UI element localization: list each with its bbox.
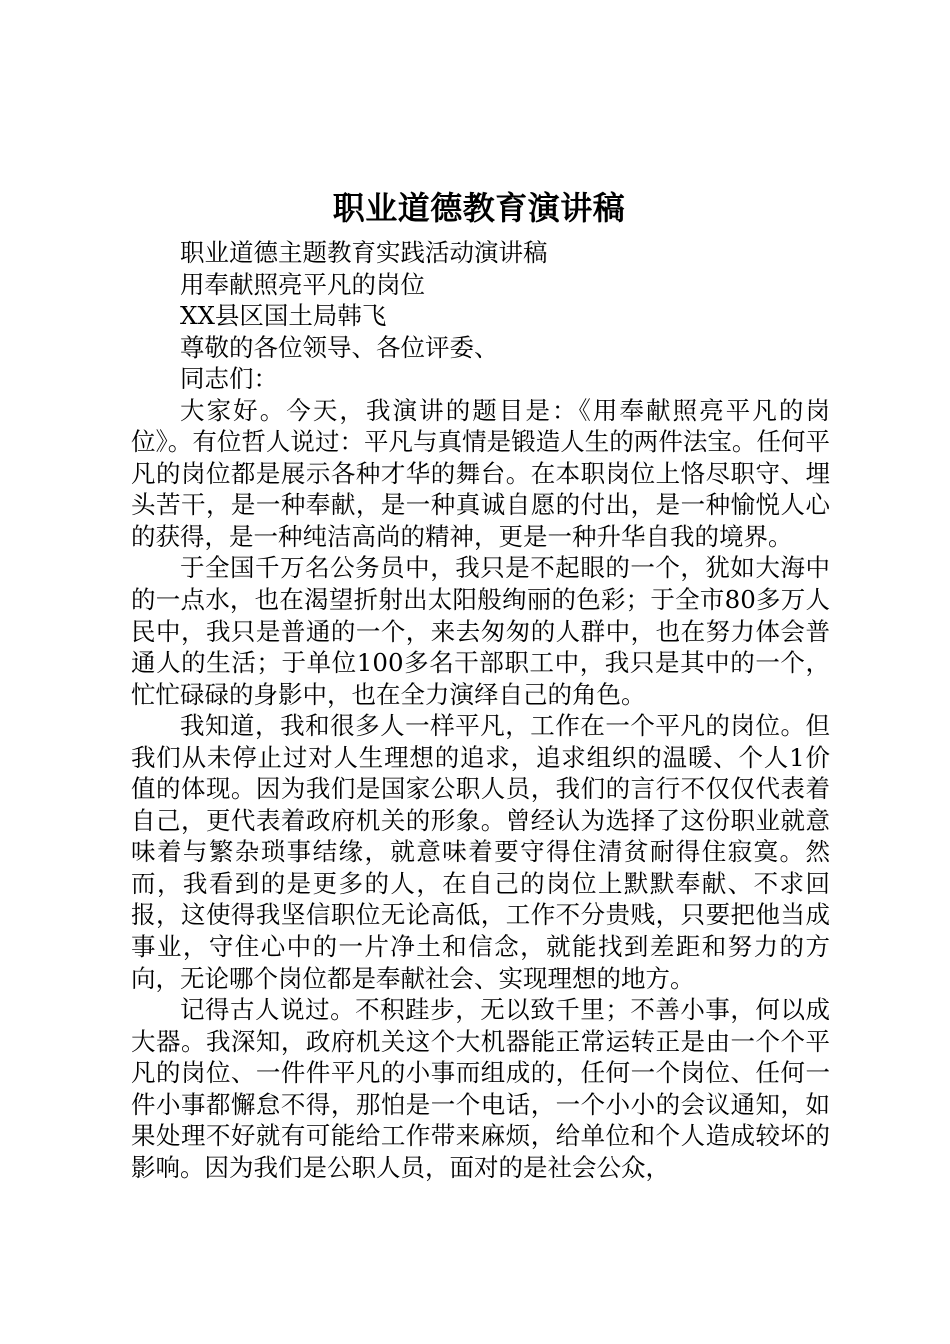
salutation-line: 尊敬的各位领导、各位评委、 [180, 332, 499, 362]
document-title: 职业道德教育演讲稿 [332, 189, 626, 227]
body-paragraph: 大家好。今天，我演讲的题目是：《用奉献照亮平凡的岗位》。有位哲人说过：平凡与真情是锻造人生的两件法宝。任何平凡的岗位都是展示各种才华的舞台。在本职岗位上恪尽职守、埋头苦干，是一种奉献，是一种真诚自愿的付出，是一种愉悦人心的获得，是一种纯洁高尚的精神，更是一种升华自我的境界。 [131, 395, 830, 551]
author-line: XX县区国土局韩飞 [180, 301, 387, 331]
document-body [131, 237, 830, 1183]
body-paragraph: 记得古人说过。不积跬步，无以致千里；不善小事，何以成大器。我深知，政府机关这个大机器能正常运转正是由一个个平凡的岗位、一件件平凡的小事而组成的，任何一个岗位、任何一件小事都懈怠不得，那怕是一个电话，一个小小的会议通知，如果处理不好就有可能给工作带来麻烦，给单位和个人造成较坏的影响。因为我们是公职人员，面对的是社会公众， [131, 995, 830, 1182]
body-paragraph: 我知道，我和很多人一样平凡，工作在一个平凡的岗位。但我们从未停止过对人生理想的追求，追求组织的温暖、个人1价值的体现。因为我们是国家公职人员，我们的言行不仅仅代表着自己，更代表着政府机关的形象。曾经认为选择了这份职业就意味着与繁杂琐事结缘，就意味着要守得住清贫耐得住寂寞。然而，我看到的是更多的人，在自己的岗位上默默奉献、不求回报，这使得我坚信职位无论高低，工作不分贵贱，只要把他当成事业，守住心中的一片净土和信念，就能找到差距和努力的方向，无论哪个岗位都是奉献社会、实现理想的地方。 [131, 711, 830, 993]
speech-title-line: 用奉献照亮平凡的岗位 [180, 269, 425, 299]
salutation-line-2: 同志们： [180, 364, 278, 394]
subtitle-line: 职业道德主题教育实践活动演讲稿 [180, 238, 548, 267]
body-paragraph: 于全国千万名公务员中，我只是不起眼的一个，犹如大海中的一点水，也在渴望折射出太阳般绚丽的色彩；于全市80多万人民中，我只是普通的一个，来去匆匆的人群中，也在努力体会普通人的生活；于单位100多名干部职工中，我只是其中的一个，忙忙碌碌的身影中，也在全力演绎自己的角色。 [131, 553, 830, 709]
